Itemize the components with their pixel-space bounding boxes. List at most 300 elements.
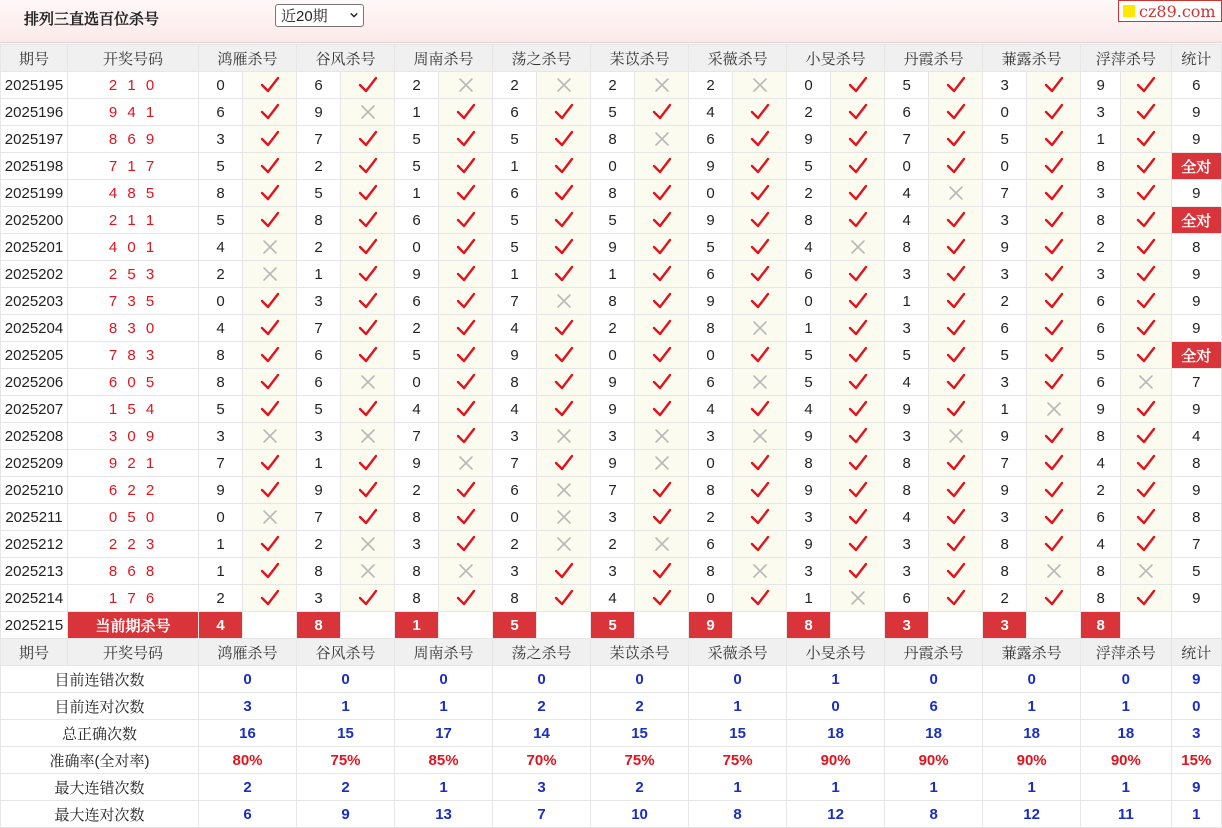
kill-number: 7 [493, 288, 537, 315]
result-mark [831, 342, 885, 369]
check-icon [554, 346, 574, 364]
check-icon [652, 184, 672, 202]
check-icon [652, 238, 672, 256]
kill-number: 2 [591, 72, 635, 99]
result-mark [537, 126, 591, 153]
check-icon [1136, 130, 1156, 148]
check-icon [358, 238, 378, 256]
result-mark [635, 450, 689, 477]
result-mark [929, 558, 983, 585]
result-mark [929, 99, 983, 126]
kill-number: 9 [787, 477, 831, 504]
cross-icon [556, 536, 572, 552]
kill-number: 6 [689, 261, 733, 288]
kill-number: 6 [787, 261, 831, 288]
issue-number: 2025205 [1, 342, 68, 369]
kill-number: 5 [297, 396, 341, 423]
draw-number: 7 3 5 [68, 288, 199, 315]
result-mark [243, 126, 297, 153]
stats-row [1, 693, 1222, 720]
result-mark [537, 450, 591, 477]
result-mark [1121, 99, 1171, 126]
stats-row [1, 801, 1222, 828]
row-stat: 7 [1171, 369, 1221, 396]
check-icon [1044, 292, 1064, 310]
result-mark [243, 531, 297, 558]
check-icon [554, 211, 574, 229]
table-row [1, 504, 1222, 531]
kill-number: 3 [297, 288, 341, 315]
result-mark [243, 450, 297, 477]
result-mark [733, 126, 787, 153]
check-icon [946, 481, 966, 499]
draw-number: 7 8 3 [68, 342, 199, 369]
stats-value: 1 [787, 774, 885, 801]
issue-number: 2025201 [1, 234, 68, 261]
kill-number: 3 [199, 126, 243, 153]
stats-value: 14 [493, 720, 591, 747]
result-mark [341, 531, 395, 558]
result-mark [243, 504, 297, 531]
kill-number: 9 [395, 450, 439, 477]
result-mark [341, 72, 395, 99]
cross-icon [458, 455, 474, 471]
check-icon [1044, 103, 1064, 121]
cross-icon [360, 104, 376, 120]
result-mark [831, 234, 885, 261]
kill-number: 1 [787, 585, 831, 612]
check-icon [554, 319, 574, 337]
header-expert: 丹霞杀号 [885, 45, 983, 72]
check-icon [358, 130, 378, 148]
draw-number: 6 0 5 [68, 369, 199, 396]
stats-value: 12 [983, 801, 1081, 828]
kill-number: 4 [199, 315, 243, 342]
kill-number: 1 [297, 261, 341, 288]
table-row [1, 207, 1222, 234]
check-icon [750, 265, 770, 283]
kill-number: 7 [297, 315, 341, 342]
table-row [1, 423, 1222, 450]
stats-total: 0 [1171, 693, 1221, 720]
kill-number: 8 [493, 369, 537, 396]
kill-number: 3 [1081, 261, 1121, 288]
result-mark [733, 288, 787, 315]
draw-number: 8 6 8 [68, 558, 199, 585]
kill-number: 8 [297, 207, 341, 234]
draw-number: 0 5 0 [68, 504, 199, 531]
result-mark [635, 261, 689, 288]
kill-number: 3 [1081, 99, 1121, 126]
row-stat: 全对 [1171, 207, 1221, 234]
kill-number: 1 [885, 288, 929, 315]
current-kill-label: 当前期杀号 [68, 612, 199, 639]
check-icon [260, 292, 280, 310]
check-icon [456, 535, 476, 553]
row-stat: 9 [1171, 585, 1221, 612]
cross-icon [1138, 374, 1154, 390]
draw-number: 1 7 6 [68, 585, 199, 612]
kill-number: 4 [199, 234, 243, 261]
result-mark [929, 72, 983, 99]
kill-number: 8 [591, 126, 635, 153]
issue-number: 2025208 [1, 423, 68, 450]
check-icon [848, 184, 868, 202]
result-mark [831, 423, 885, 450]
result-mark [635, 558, 689, 585]
kill-number: 5 [493, 126, 537, 153]
result-mark [439, 261, 493, 288]
row-stat: 全对 [1171, 153, 1221, 180]
issue-number: 2025215 [1, 612, 68, 639]
row-stat: 8 [1171, 234, 1221, 261]
kill-number: 3 [689, 423, 733, 450]
check-icon [554, 130, 574, 148]
kill-number: 3 [787, 558, 831, 585]
check-icon [652, 157, 672, 175]
check-icon [554, 589, 574, 607]
result-mark [733, 477, 787, 504]
current-kill-number: 8 [1081, 612, 1121, 639]
check-icon [456, 508, 476, 526]
cross-icon [262, 266, 278, 282]
cross-icon [1138, 563, 1154, 579]
table-row [1, 342, 1222, 369]
result-mark [831, 504, 885, 531]
result-mark [243, 288, 297, 315]
kill-number: 6 [297, 369, 341, 396]
stats-label: 目前连对次数 [1, 693, 199, 720]
check-icon [554, 184, 574, 202]
kill-number: 2 [395, 72, 439, 99]
current-kill-number: 3 [885, 612, 929, 639]
current-period-row [1, 612, 1222, 639]
current-kill-spacer [831, 612, 885, 639]
header-expert: 鸿雁杀号 [199, 45, 297, 72]
kill-number: 3 [983, 369, 1027, 396]
kill-number: 2 [297, 234, 341, 261]
result-mark [635, 477, 689, 504]
table-row [1, 99, 1222, 126]
stats-value: 13 [395, 801, 493, 828]
result-mark [439, 504, 493, 531]
kill-number: 5 [395, 153, 439, 180]
check-icon [456, 157, 476, 175]
kill-number: 3 [591, 423, 635, 450]
check-icon [946, 211, 966, 229]
result-mark [733, 153, 787, 180]
draw-number: 6 2 2 [68, 477, 199, 504]
stats-total: 3 [1171, 720, 1221, 747]
check-icon [260, 184, 280, 202]
stats-total: 1 [1171, 801, 1221, 828]
result-mark [243, 558, 297, 585]
current-kill-spacer [439, 612, 493, 639]
result-mark [929, 531, 983, 558]
kill-number: 7 [395, 423, 439, 450]
kill-number: 2 [983, 585, 1027, 612]
result-mark [1027, 72, 1081, 99]
kill-number: 0 [787, 72, 831, 99]
issue-number: 2025200 [1, 207, 68, 234]
kill-number: 7 [983, 450, 1027, 477]
check-icon [652, 346, 672, 364]
stats-header-expert: 苿苡杀号 [591, 639, 689, 666]
result-mark [537, 315, 591, 342]
result-mark [929, 153, 983, 180]
row-stat: 7 [1171, 531, 1221, 558]
check-icon [1044, 184, 1064, 202]
check-icon [848, 481, 868, 499]
check-icon [848, 562, 868, 580]
check-icon [358, 76, 378, 94]
stats-value: 0 [199, 666, 297, 693]
row-stat: 9 [1171, 315, 1221, 342]
kill-number: 8 [199, 180, 243, 207]
kill-number: 0 [689, 342, 733, 369]
result-mark [439, 450, 493, 477]
result-mark [439, 369, 493, 396]
result-mark [439, 531, 493, 558]
stats-value: 8 [885, 801, 983, 828]
result-mark [831, 585, 885, 612]
check-icon [1044, 265, 1064, 283]
header-expert: 苿苡杀号 [591, 45, 689, 72]
kill-number: 5 [885, 72, 929, 99]
check-icon [358, 589, 378, 607]
kill-number: 3 [591, 558, 635, 585]
cross-icon [948, 428, 964, 444]
kill-number: 5 [395, 126, 439, 153]
kill-number: 4 [689, 396, 733, 423]
header-expert: 荡之杀号 [493, 45, 591, 72]
result-mark [831, 153, 885, 180]
kill-number: 6 [395, 288, 439, 315]
kill-number: 9 [297, 99, 341, 126]
stats-value: 17 [395, 720, 493, 747]
result-mark [243, 207, 297, 234]
kill-number: 3 [591, 504, 635, 531]
kill-number: 1 [493, 261, 537, 288]
result-mark [439, 153, 493, 180]
result-mark [831, 99, 885, 126]
kill-number: 5 [591, 99, 635, 126]
kill-number: 8 [395, 504, 439, 531]
result-mark [635, 126, 689, 153]
result-mark [341, 477, 395, 504]
check-icon [260, 373, 280, 391]
check-icon [260, 157, 280, 175]
kill-number: 7 [885, 126, 929, 153]
stats-value: 18 [885, 720, 983, 747]
issue-number: 2025207 [1, 396, 68, 423]
stats-value: 1 [787, 666, 885, 693]
kill-number: 8 [983, 558, 1027, 585]
check-icon [652, 373, 672, 391]
check-icon [260, 535, 280, 553]
result-mark [243, 99, 297, 126]
result-mark [635, 234, 689, 261]
table-row [1, 558, 1222, 585]
check-icon [1044, 454, 1064, 472]
check-icon [1136, 76, 1156, 94]
result-mark [341, 450, 395, 477]
kill-number: 8 [689, 558, 733, 585]
result-mark [537, 558, 591, 585]
table-row [1, 180, 1222, 207]
check-icon [1136, 346, 1156, 364]
check-icon [750, 346, 770, 364]
kill-number: 9 [885, 396, 929, 423]
stats-value: 0 [591, 666, 689, 693]
table-row [1, 234, 1222, 261]
check-icon [1136, 535, 1156, 553]
current-kill-spacer [243, 612, 297, 639]
stats-value: 1 [1081, 774, 1171, 801]
result-mark [733, 396, 787, 423]
result-mark [439, 99, 493, 126]
kill-number: 8 [199, 342, 243, 369]
header-expert: 浮萍杀号 [1081, 45, 1171, 72]
check-icon [456, 589, 476, 607]
result-mark [635, 72, 689, 99]
draw-number: 8 3 0 [68, 315, 199, 342]
check-icon [652, 400, 672, 418]
result-mark [537, 504, 591, 531]
result-mark [341, 342, 395, 369]
result-mark [929, 369, 983, 396]
check-icon [1044, 481, 1064, 499]
kill-number: 2 [1081, 477, 1121, 504]
result-mark [1027, 315, 1081, 342]
kill-number: 0 [885, 153, 929, 180]
kill-number: 8 [983, 531, 1027, 558]
result-mark [341, 423, 395, 450]
result-mark [537, 72, 591, 99]
current-kill-number: 8 [297, 612, 341, 639]
check-icon [358, 400, 378, 418]
period-select[interactable] [275, 4, 364, 27]
current-kill-spacer [1027, 612, 1081, 639]
stats-value: 0 [395, 666, 493, 693]
check-icon [750, 292, 770, 310]
result-mark [1121, 126, 1171, 153]
stats-value: 7 [493, 801, 591, 828]
result-mark [537, 423, 591, 450]
header-issue: 期号 [1, 45, 68, 72]
result-mark [537, 207, 591, 234]
stats-value: 90% [983, 747, 1081, 774]
check-icon [750, 130, 770, 148]
period-select-value: 近20期 [281, 8, 328, 25]
stats-value: 2 [297, 774, 395, 801]
check-icon [946, 346, 966, 364]
issue-number: 2025209 [1, 450, 68, 477]
result-mark [1027, 531, 1081, 558]
kill-number: 7 [493, 450, 537, 477]
issue-number: 2025202 [1, 261, 68, 288]
check-icon [1136, 265, 1156, 283]
stats-row [1, 774, 1222, 801]
cross-icon [556, 428, 572, 444]
result-mark [733, 342, 787, 369]
kill-number: 4 [885, 369, 929, 396]
cross-icon [360, 536, 376, 552]
stats-header-draw: 开奖号码 [68, 639, 199, 666]
kill-number: 1 [983, 396, 1027, 423]
kill-number: 1 [395, 180, 439, 207]
stats-value: 1 [395, 774, 493, 801]
cross-icon [458, 563, 474, 579]
check-icon [1044, 76, 1064, 94]
table-row [1, 153, 1222, 180]
result-mark [831, 396, 885, 423]
result-mark [929, 207, 983, 234]
result-mark [1027, 261, 1081, 288]
kill-number: 6 [689, 126, 733, 153]
result-mark [341, 207, 395, 234]
result-mark [733, 423, 787, 450]
check-icon [652, 508, 672, 526]
kill-number: 5 [983, 126, 1027, 153]
check-icon [1044, 157, 1064, 175]
kill-number: 7 [591, 477, 635, 504]
kill-number: 6 [395, 207, 439, 234]
result-mark [1121, 423, 1171, 450]
kill-number: 9 [199, 477, 243, 504]
stats-value: 1 [395, 693, 493, 720]
kill-number: 0 [591, 342, 635, 369]
check-icon [652, 562, 672, 580]
check-icon [946, 508, 966, 526]
kill-number: 0 [199, 504, 243, 531]
check-icon [1136, 400, 1156, 418]
result-mark [929, 234, 983, 261]
kill-number: 5 [199, 153, 243, 180]
current-kill-spacer [635, 612, 689, 639]
kill-number: 1 [297, 450, 341, 477]
table-row [1, 450, 1222, 477]
cross-icon [654, 536, 670, 552]
check-icon [456, 184, 476, 202]
stats-label: 目前连错次数 [1, 666, 199, 693]
check-icon [1136, 292, 1156, 310]
check-icon [1044, 130, 1064, 148]
result-mark [1027, 153, 1081, 180]
kill-number: 6 [493, 180, 537, 207]
result-mark [733, 531, 787, 558]
result-mark [733, 234, 787, 261]
result-mark [929, 450, 983, 477]
kill-number: 8 [885, 477, 929, 504]
result-mark [1121, 450, 1171, 477]
issue-number: 2025210 [1, 477, 68, 504]
kill-number: 4 [1081, 531, 1121, 558]
kill-number: 5 [885, 342, 929, 369]
kill-number: 2 [787, 99, 831, 126]
result-mark [1121, 477, 1171, 504]
check-icon [260, 130, 280, 148]
row-stat: 9 [1171, 396, 1221, 423]
result-mark [1121, 315, 1171, 342]
result-mark [635, 585, 689, 612]
kill-number: 7 [297, 504, 341, 531]
row-stat: 8 [1171, 450, 1221, 477]
stats-value: 1 [1081, 693, 1171, 720]
brand-logo[interactable] [1118, 0, 1222, 22]
kill-number: 8 [493, 585, 537, 612]
result-mark [1027, 126, 1081, 153]
